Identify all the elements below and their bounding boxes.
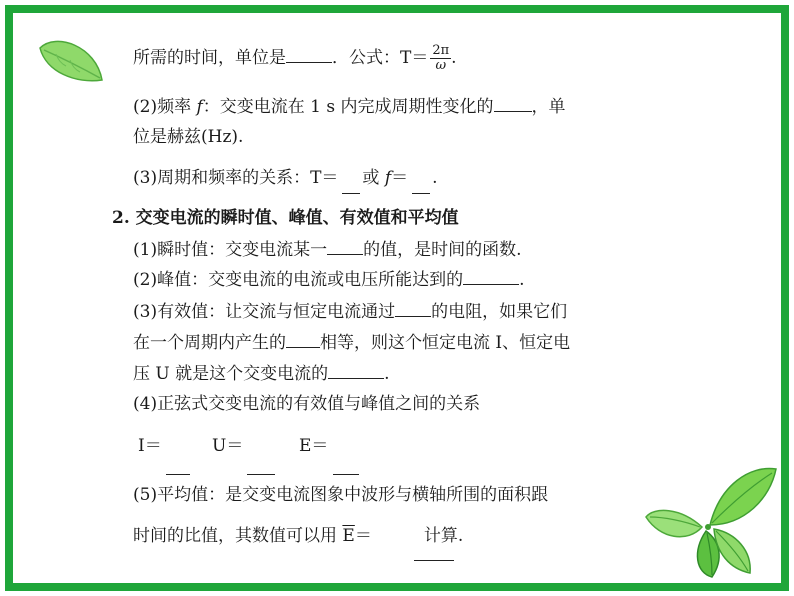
answer-blank — [333, 474, 359, 475]
l9-pre: 在一个周期内产生的 — [133, 333, 286, 353]
text-line-1 — [133, 44, 457, 73]
text-line-14 — [133, 525, 463, 547]
l2-end: ，单 — [531, 97, 566, 117]
l4-var: f — [384, 168, 392, 188]
text-line-6 — [133, 238, 522, 261]
text-line-2 — [133, 95, 566, 118]
answer-blank — [408, 167, 432, 183]
l11-text: (4)正弦式交变电流的有效值与峰值之间的关系 — [133, 394, 481, 414]
l8-pre: (3)有效值：让交流与恒定电流通过 — [133, 302, 396, 322]
l14-pre: 时间的比值，其数值可以用 — [133, 526, 343, 546]
fraction — [430, 44, 451, 73]
l14-eq: ＝ — [354, 526, 372, 546]
text-line-11 — [133, 393, 480, 415]
section-heading — [112, 207, 459, 229]
relation-e-label: E＝ — [299, 436, 329, 456]
l7-pre: (2)峰值：交变电流的电流或电压所能达到的 — [133, 270, 464, 290]
l2-post: ：交变电流在 1 s 内完成周期性变化的 — [202, 97, 494, 117]
l9-post: 相等，则这个恒定电流 I、恒定电 — [320, 333, 571, 353]
l2-var: f — [196, 97, 203, 117]
answer-blank — [286, 46, 332, 63]
answer-blank — [247, 474, 275, 475]
answer-blank — [463, 268, 519, 285]
answer-blank — [494, 95, 532, 112]
l1-text: 所需的时间，单位是 — [133, 48, 286, 68]
answer-blank — [286, 331, 320, 348]
l14-post: 计算. — [423, 526, 464, 546]
l3-text: 位是赫兹(Hz). — [133, 127, 244, 147]
l4-pre: (3)周期和频率的关系：T＝ — [133, 168, 339, 188]
l10-post: . — [384, 364, 390, 384]
answer-blank — [395, 300, 431, 317]
relation-i-label: I＝ — [138, 436, 162, 456]
l1-formula: ．公式：T＝ — [332, 48, 429, 68]
l6-post: 的值，是时间的函数. — [363, 240, 522, 260]
answer-blank — [327, 238, 363, 255]
leaves-icon — [640, 455, 780, 580]
text-line-7 — [133, 268, 525, 291]
text-line-10 — [133, 362, 390, 385]
leaf-icon — [36, 38, 108, 88]
l6-pre: (1)瞬时值：交变电流某一 — [133, 240, 328, 260]
l10-pre: 压 U 就是这个交变电流的 — [133, 364, 329, 384]
relation-e — [299, 435, 328, 457]
text-line-13 — [133, 484, 548, 506]
relation-i — [138, 435, 162, 457]
l2-pre: (2)频率 — [133, 97, 197, 117]
l4-end: . — [432, 168, 438, 188]
relation-u — [212, 435, 243, 457]
frac-num: 2π — [432, 43, 450, 58]
text-line-4 — [133, 167, 438, 189]
answer-blank — [414, 560, 454, 561]
text-line-9 — [133, 331, 570, 354]
text-line-3 — [133, 126, 243, 148]
e-bar: $\overline{E}$ — [342, 526, 355, 546]
text-line-8 — [133, 300, 567, 323]
l1-end: . — [451, 48, 457, 68]
answer-blank — [328, 362, 384, 379]
l4-mid2: ＝ — [391, 168, 409, 188]
answer-blank — [338, 167, 362, 183]
answer-blank — [166, 474, 190, 475]
heading-text: 2. 交变电流的瞬时值、峰值、有效值和平均值 — [112, 208, 459, 228]
l4-mid: 或 — [362, 168, 385, 188]
frac-den: ω — [435, 58, 447, 73]
relation-u-label: U＝ — [212, 436, 244, 456]
l8-post: 的电阻，如果它们 — [431, 302, 568, 322]
l7-post: . — [519, 270, 525, 290]
l13-text: (5)平均值：是交变电流图象中波形与横轴所围的面积跟 — [133, 485, 549, 505]
